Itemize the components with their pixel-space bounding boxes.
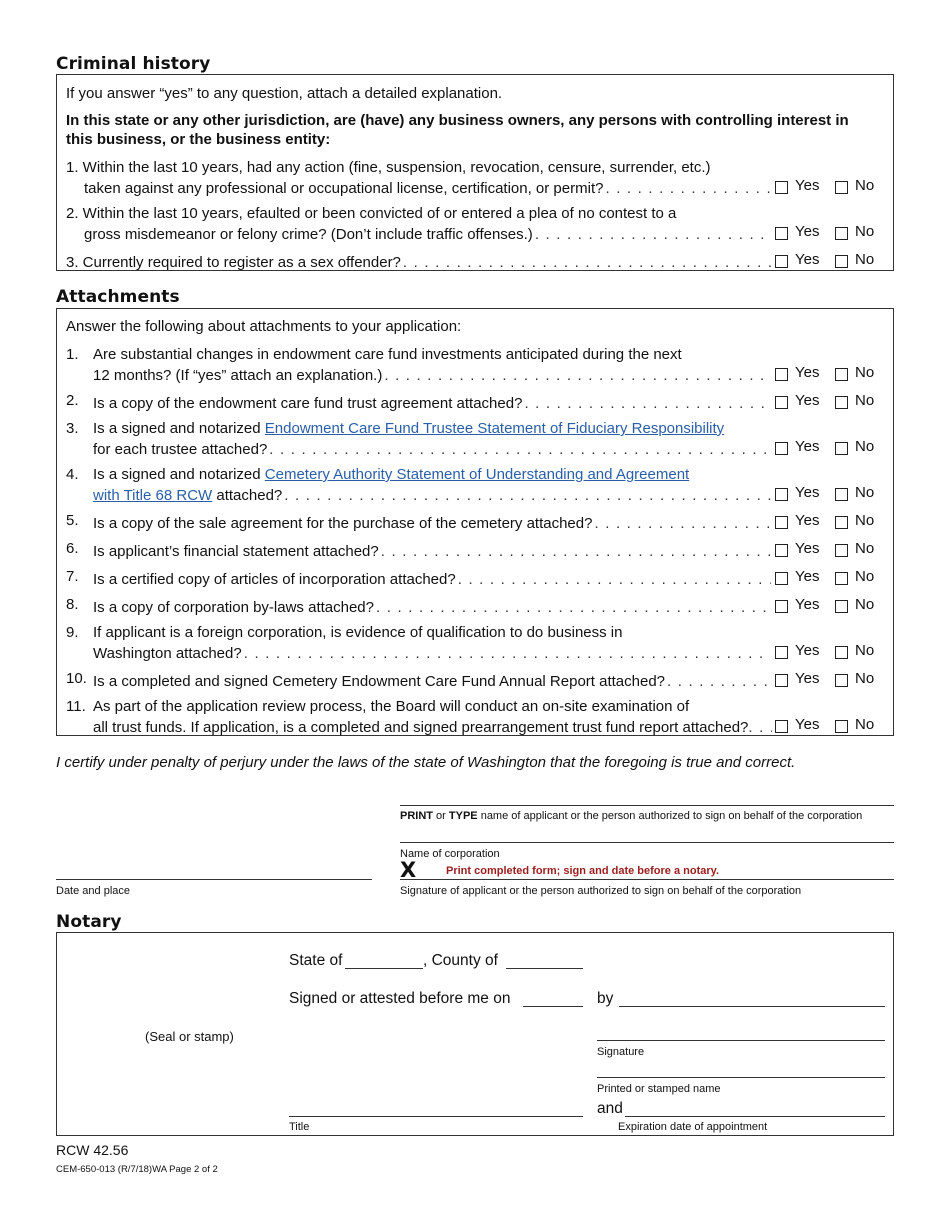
- no-label: No: [855, 568, 875, 585]
- att-q11-num: 11.: [66, 698, 86, 715]
- att-q2-text: Is a copy of the endowment care fund trust agreement attached?: [93, 394, 523, 412]
- no-label: No: [855, 716, 875, 733]
- title-label: Title: [289, 1121, 310, 1133]
- yes-label: Yes: [795, 540, 820, 557]
- att-q10-num: 10.: [66, 670, 87, 687]
- by-label: by: [597, 990, 614, 1007]
- criminal-q3-no-checkbox[interactable]: [835, 255, 848, 268]
- att-q3-yes-checkbox[interactable]: [775, 442, 788, 455]
- yes-label: Yes: [795, 392, 820, 409]
- att-q4-line2: attached?: [212, 486, 283, 504]
- criminal-lead-1: In this state or any other jurisdiction, are (have) any business owners, any persons with controlling interest in: [66, 112, 849, 129]
- att-q10: [93, 670, 885, 691]
- yes-label: Yes: [795, 484, 820, 501]
- seal-stamp-area: (Seal or stamp): [145, 1029, 234, 1044]
- criminal-lead-2: this business, or the business entity:: [66, 131, 331, 148]
- yes-label: Yes: [795, 596, 820, 613]
- att-q10-text: Is a completed and signed Cemetery Endowment Care Fund Annual Report attached?: [93, 672, 666, 690]
- notary-box: [56, 932, 894, 1136]
- signature-line[interactable]: [400, 879, 894, 880]
- yes-label: Yes: [795, 223, 820, 240]
- yes-label: Yes: [795, 670, 820, 687]
- county-field[interactable]: [506, 968, 583, 969]
- criminal-q1-line2: taken against any professional or occupational license, certification, or permit?: [84, 179, 604, 197]
- yes-label: Yes: [795, 512, 820, 529]
- no-label: No: [855, 642, 875, 659]
- att-q8: [93, 596, 885, 617]
- criminal-intro: If you answer “yes” to any question, attach a detailed explanation.: [66, 85, 503, 102]
- att-q4-num: 4.: [66, 466, 79, 483]
- att-q11-yes-checkbox[interactable]: [775, 720, 788, 733]
- leader-dots: [535, 226, 771, 244]
- att-q3-line1: [93, 420, 724, 438]
- yes-label: Yes: [795, 438, 820, 455]
- corporation-name-line[interactable]: [400, 842, 894, 843]
- att-q1-yes-checkbox[interactable]: [775, 368, 788, 381]
- att-q9-no-checkbox[interactable]: [835, 646, 848, 659]
- att-q6-no-checkbox[interactable]: [835, 544, 848, 557]
- print-name-label: [400, 807, 862, 825]
- no-label: No: [855, 484, 875, 501]
- att-q4-no-checkbox[interactable]: [835, 488, 848, 501]
- att-q10-yes-checkbox[interactable]: [775, 674, 788, 687]
- att-q9-yes-checkbox[interactable]: [775, 646, 788, 659]
- x-mark-icon: X: [400, 858, 417, 882]
- att-q9: [93, 642, 885, 663]
- att-q2-num: 2.: [66, 392, 79, 409]
- no-label: No: [855, 596, 875, 613]
- form-id: CEM-650-013 (R/7/18)WA Page 2 of 2: [56, 1164, 218, 1175]
- signed-date-field[interactable]: [523, 1006, 583, 1007]
- att-q1-line1: Are substantial changes in endowment care fund investments anticipated during the next: [93, 346, 682, 363]
- att-q6-text: Is applicant’s financial statement attached?: [93, 542, 379, 560]
- att-q8-no-checkbox[interactable]: [835, 600, 848, 613]
- att-q6-yes-checkbox[interactable]: [775, 544, 788, 557]
- leader-dots: [384, 367, 771, 385]
- signature-label: Signature of applicant or the person authorized to sign on behalf of the corporation: [400, 885, 802, 897]
- att-q9-line2: Washington attached?: [93, 644, 242, 662]
- att-q5-text: Is a copy of the sale agreement for the purchase of the cemetery attached?: [93, 514, 593, 532]
- printed-name-line[interactable]: [597, 1077, 885, 1078]
- att-q1-no-checkbox[interactable]: [835, 368, 848, 381]
- print-rest: name of applicant or the person authorized to sign on behalf of the corporation: [477, 810, 863, 822]
- criminal-q1-yes-checkbox[interactable]: [775, 181, 788, 194]
- leader-dots: [403, 254, 771, 272]
- att-q3: [93, 438, 885, 459]
- no-label: No: [855, 438, 875, 455]
- criminal-history-box: [56, 74, 894, 271]
- corporation-name-label: Name of corporation: [400, 848, 500, 860]
- yes-label: Yes: [795, 251, 820, 268]
- attachments-box: [56, 308, 894, 736]
- rcw-reference: RCW 42.56: [56, 1142, 129, 1158]
- criminal-q2-yes-checkbox[interactable]: [775, 227, 788, 240]
- title-line[interactable]: [289, 1116, 583, 1117]
- att-q5-num: 5.: [66, 512, 79, 529]
- notary-signature-label: Signature: [597, 1046, 645, 1058]
- no-label: No: [855, 540, 875, 557]
- leader-dots: [376, 599, 771, 617]
- criminal-q1-no-checkbox[interactable]: [835, 181, 848, 194]
- att-q1: [93, 364, 885, 385]
- att-q2: [93, 392, 885, 413]
- att-q2-no-checkbox[interactable]: [835, 396, 848, 409]
- criminal-q2: [84, 223, 885, 244]
- by-field[interactable]: [619, 1006, 885, 1007]
- att-q7: [93, 568, 885, 589]
- leader-dots: [667, 673, 771, 691]
- yes-label: Yes: [795, 642, 820, 659]
- att-q7-text: Is a certified copy of articles of incorporation attached?: [93, 570, 456, 588]
- notary-title: Notary: [56, 912, 122, 932]
- att-q11-line2: all trust funds. If application, is a completed and signed prearrangement trust fund report attached?: [93, 718, 749, 736]
- leader-dots: [458, 571, 771, 589]
- att-q8-num: 8.: [66, 596, 79, 613]
- leader-dots: [284, 487, 771, 505]
- no-label: No: [855, 364, 875, 381]
- no-label: No: [855, 670, 875, 687]
- county-of-label: , County of: [423, 952, 498, 969]
- criminal-q2-line1: 2. Within the last 10 years, efaulted or been convicted of or entered a plea of no contest to a: [66, 205, 677, 222]
- leader-dots: [244, 645, 771, 663]
- att-q6: [93, 540, 885, 561]
- leader-dots: [524, 395, 771, 413]
- att-q8-text: Is a copy of corporation by-laws attached?: [93, 598, 374, 616]
- att-q8-yes-checkbox[interactable]: [775, 600, 788, 613]
- no-label: No: [855, 177, 875, 194]
- attachments-title: Attachments: [56, 287, 180, 307]
- yes-label: Yes: [795, 364, 820, 381]
- date-place-line[interactable]: [56, 879, 372, 880]
- att-q7-yes-checkbox[interactable]: [775, 572, 788, 585]
- print-name-line[interactable]: [400, 805, 894, 806]
- att-q10-no-checkbox[interactable]: [835, 674, 848, 687]
- yes-label: Yes: [795, 177, 820, 194]
- print-or: or: [433, 810, 449, 822]
- att-q4-yes-checkbox[interactable]: [775, 488, 788, 501]
- att-q4: [93, 484, 885, 505]
- att-q7-no-checkbox[interactable]: [835, 572, 848, 585]
- no-label: No: [855, 223, 875, 240]
- state-field[interactable]: [345, 968, 423, 969]
- leader-dots: [381, 543, 771, 561]
- att-q11: [93, 716, 885, 737]
- notary-signature-line[interactable]: [597, 1040, 885, 1041]
- criminal-q3: [66, 251, 885, 272]
- criminal-q1: [84, 177, 885, 198]
- criminal-history-title: Criminal history: [56, 54, 211, 74]
- attachments-intro: Answer the following about attachments to your application:: [66, 318, 462, 335]
- fiduciary-statement-link[interactable]: Endowment Care Fund Trustee Statement of Fiduciary Responsibility: [264, 420, 725, 437]
- expiration-line[interactable]: [625, 1116, 885, 1117]
- att-q9-num: 9.: [66, 624, 79, 641]
- att-q9-line1: If applicant is a foreign corporation, is evidence of qualification to do business in: [93, 624, 623, 641]
- expiration-label: Expiration date of appointment: [618, 1121, 768, 1133]
- att-q5-no-checkbox[interactable]: [835, 516, 848, 529]
- att-q11-no-checkbox[interactable]: [835, 720, 848, 733]
- criminal-q3-text: 3. Currently required to register as a sex offender?: [66, 253, 401, 271]
- att-q5: [93, 512, 885, 533]
- att-q1-num: 1.: [66, 346, 79, 363]
- yes-label: Yes: [795, 716, 820, 733]
- att-q3-line2: for each trustee attached?: [93, 440, 268, 458]
- state-of-label: State of: [289, 952, 343, 969]
- criminal-q2-no-checkbox[interactable]: [835, 227, 848, 240]
- certification-statement: I certify under penalty of perjury under the laws of the state of Washington that the foregoing is true and correct.: [56, 754, 796, 771]
- leader-dots: [269, 441, 771, 459]
- leader-dots: [594, 515, 771, 533]
- criminal-q1-line1: 1. Within the last 10 years, had any action (fine, suspension, revocation, censure, surrender, etc.): [66, 159, 711, 176]
- att-q4-pre: Is a signed and notarized: [93, 466, 265, 483]
- att-q7-num: 7.: [66, 568, 79, 585]
- cemetery-authority-statement-link[interactable]: Cemetery Authority Statement of Understanding and Agreement: [264, 466, 690, 483]
- title-68-rcw-link[interactable]: with Title 68 RCW: [93, 486, 213, 504]
- no-label: No: [855, 512, 875, 529]
- printed-name-label: Printed or stamped name: [597, 1083, 721, 1095]
- leader-dots: [748, 719, 772, 737]
- att-q1-line2: 12 months? (If “yes” attach an explanation.): [93, 366, 383, 384]
- criminal-q2-line2: gross misdemeanor or felony crime? (Don’t include traffic offenses.): [84, 225, 533, 243]
- no-label: No: [855, 392, 875, 409]
- att-q3-num: 3.: [66, 420, 79, 437]
- date-place-label: Date and place: [56, 885, 130, 897]
- att-q3-pre: Is a signed and notarized: [93, 420, 265, 437]
- criminal-q3-yes-checkbox[interactable]: [775, 255, 788, 268]
- att-q3-no-checkbox[interactable]: [835, 442, 848, 455]
- notary-notice: Print completed form; sign and date before a notary.: [446, 865, 720, 877]
- att-q4-line1: [93, 466, 689, 484]
- att-q5-yes-checkbox[interactable]: [775, 516, 788, 529]
- signed-before-label: Signed or attested before me on: [289, 990, 511, 1007]
- yes-label: Yes: [795, 568, 820, 585]
- att-q2-yes-checkbox[interactable]: [775, 396, 788, 409]
- and-label: and: [597, 1100, 623, 1117]
- type-bold: TYPE: [448, 810, 478, 822]
- att-q6-num: 6.: [66, 540, 79, 557]
- no-label: No: [855, 251, 875, 268]
- leader-dots: [605, 180, 771, 198]
- print-bold: PRINT: [400, 810, 433, 822]
- att-q11-line1: As part of the application review process, the Board will conduct an on-site examination of: [93, 698, 690, 715]
